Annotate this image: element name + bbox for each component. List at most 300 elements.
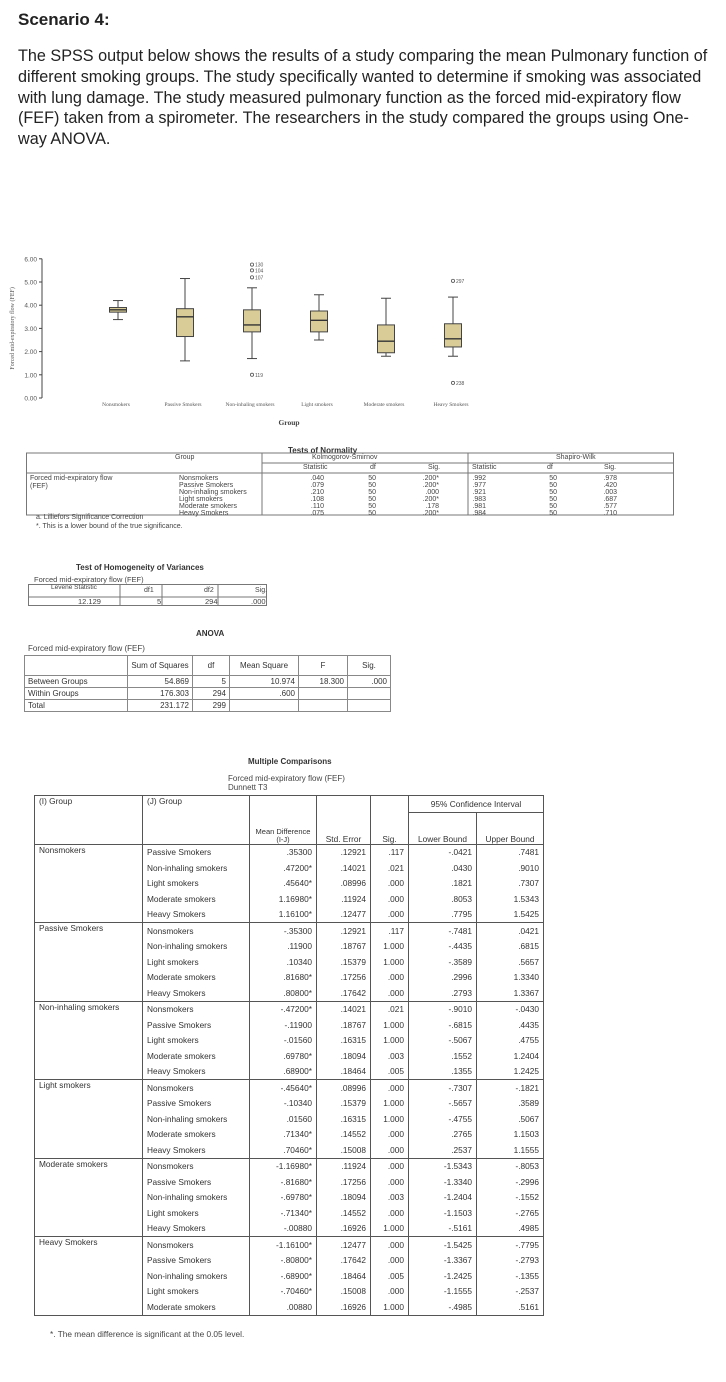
mc-lower-bound: -.4755 [409, 1111, 477, 1127]
mc-upper-bound: 1.2404 [477, 1048, 544, 1064]
mc-std-error: .16315 [317, 1033, 371, 1049]
mc-sig: 1.000 [371, 1033, 409, 1049]
normality-ks-stat: .040 [310, 475, 324, 482]
mc-j-group: Light smokers [143, 876, 250, 892]
mc-sig: 1.000 [371, 1017, 409, 1033]
scenario-intro: The SPSS output below shows the results of a study comparing the mean Pulmonary function of different smoking groups. The study specifically wanted to determine if smoking was associated with lung damage. The study measured pulmonary function as the forced mid-expiratory flow (FEF) taken from a spirometer. The researchers in the study compared the groups using One-way ANOVA. [18, 47, 708, 149]
mc-std-error: .18464 [317, 1064, 371, 1080]
normality-group: Light smokers [179, 496, 223, 503]
mc-sig: .000 [371, 1253, 409, 1269]
homogeneity-variable: Forced mid-expiratory flow (FEF) [34, 575, 144, 584]
mc-upper-bound: -.7795 [477, 1237, 544, 1253]
box-5 [445, 324, 462, 347]
mc-sig: .000 [371, 1284, 409, 1300]
y-tick-label: 3.00 [24, 325, 37, 333]
mc-std-error: .17256 [317, 970, 371, 986]
normality-sw-df: 50 [549, 475, 557, 482]
mc-upper-bound: -.8053 [477, 1158, 544, 1174]
mc-std-error: .15379 [317, 954, 371, 970]
mc-lower-bound: -1.1503 [409, 1205, 477, 1221]
mc-mean-diff: .71340* [250, 1127, 317, 1143]
normality-sw-df: 50 [549, 496, 557, 503]
mc-std-error: .12921 [317, 844, 371, 860]
normality-sw-sig: .577 [603, 503, 617, 510]
mc-mean-diff: -.80800* [250, 1253, 317, 1269]
normality-sw-sig: .687 [603, 496, 617, 503]
mc-j-group: Passive Smokers [143, 844, 250, 860]
mc-h-i: (I) Group [35, 796, 143, 813]
mc-std-error: .17256 [317, 1174, 371, 1190]
anova-h-5: Sig. [348, 656, 391, 676]
mc-mean-diff: -1.16980* [250, 1158, 317, 1174]
mc-sig: .000 [371, 1127, 409, 1143]
mc-lower-bound: -1.5343 [409, 1158, 477, 1174]
table-row [35, 1237, 544, 1253]
mc-upper-bound: -.2765 [477, 1205, 544, 1221]
mc-mean-diff: -.68900* [250, 1268, 317, 1284]
mc-std-error: .08996 [317, 1080, 371, 1096]
mc-upper-bound: 1.2425 [477, 1064, 544, 1080]
normality-col-stat-sw: Statistic [472, 464, 497, 471]
mc-sig: .000 [371, 1080, 409, 1096]
mc-lower-bound: -1.5425 [409, 1237, 477, 1253]
normality-group: Moderate smokers [179, 503, 237, 510]
mc-std-error: .17642 [317, 1253, 371, 1269]
normality-sw-sig: .710 [603, 510, 617, 517]
mc-mean-diff: -.01560 [250, 1033, 317, 1049]
mc-mean-diff: .35300 [250, 844, 317, 860]
mc-mean-diff: .11900 [250, 939, 317, 955]
mc-upper-bound: 1.5343 [477, 891, 544, 907]
mc-sig: .000 [371, 891, 409, 907]
normality-title: Tests of Normality [288, 446, 358, 455]
mc-lower-bound: .7795 [409, 907, 477, 923]
mc-mean-diff: 1.16100* [250, 907, 317, 923]
mc-upper-bound: .7481 [477, 844, 544, 860]
anova-title: ANOVA [196, 629, 225, 638]
table-row [35, 923, 544, 939]
anova-value [348, 700, 391, 712]
mc-mean-diff: .01560 [250, 1111, 317, 1127]
boxplot-chart [4, 190, 524, 430]
x-tick-label: Light smokers [301, 402, 333, 408]
anova-value: 5 [193, 676, 230, 688]
mc-sig: .000 [371, 1158, 409, 1174]
mc-j-group: Light smokers [143, 954, 250, 970]
mc-sig: 1.000 [371, 1221, 409, 1237]
mc-std-error: .14552 [317, 1205, 371, 1221]
x-tick-label: Heavy Smokers [433, 402, 469, 408]
mc-mean-diff: 1.16980* [250, 891, 317, 907]
mc-j-group: Non-inhaling smokers [143, 860, 250, 876]
mc-std-error: .15008 [317, 1284, 371, 1300]
normality-footnote-a: a. Lilliefors Significance Correction [36, 514, 144, 521]
outlier-label: 107 [255, 275, 264, 282]
mc-sig: 1.000 [371, 954, 409, 970]
mc-mean-diff: -.47200* [250, 1001, 317, 1017]
mc-j-group: Nonsmokers [143, 1001, 250, 1017]
anova-value: 18.300 [299, 676, 348, 688]
mc-lower-bound: .8053 [409, 891, 477, 907]
mc-std-error: .12477 [317, 907, 371, 923]
mc-upper-bound: .5657 [477, 954, 544, 970]
normality-sw-df: 50 [549, 503, 557, 510]
mc-mean-diff: .00880 [250, 1299, 317, 1315]
mc-std-error: .17642 [317, 985, 371, 1001]
mc-sig: .003 [371, 1190, 409, 1206]
mc-j-group: Moderate smokers [143, 970, 250, 986]
y-tick-label: 5.00 [24, 279, 37, 287]
mc-h-j: (J) Group [143, 796, 250, 813]
normality-sw-stat: .984 [472, 510, 486, 517]
mc-lower-bound: -1.3367 [409, 1253, 477, 1269]
mc-h-sig: Sig. [371, 796, 409, 845]
normality-ks-stat: .079 [310, 482, 324, 489]
normality-sw-df: 50 [549, 510, 557, 517]
mc-mean-diff: -.00880 [250, 1221, 317, 1237]
mc-mean-diff: .80800* [250, 985, 317, 1001]
homogeneity-h-levene: Levene Statistic [51, 584, 97, 591]
x-tick-label: Nonsmokers [102, 402, 130, 408]
anova-value: .000 [348, 676, 391, 688]
outlier-label: 297 [456, 278, 465, 285]
mc-j-group: Nonsmokers [143, 1237, 250, 1253]
mc-sig: .000 [371, 1174, 409, 1190]
mc-j-group: Light smokers [143, 1205, 250, 1221]
mc-lower-bound: .1355 [409, 1064, 477, 1080]
mc-lower-bound: -1.3340 [409, 1174, 477, 1190]
mc-mean-diff: -1.16100* [250, 1237, 317, 1253]
mc-lower-bound: .2765 [409, 1127, 477, 1143]
mc-j-group: Heavy Smokers [143, 1221, 250, 1237]
normality-sw-header: Shapiro-Wilk [556, 454, 596, 461]
normality-ks-sig: .178 [425, 503, 439, 510]
mc-upper-bound: -.0430 [477, 1001, 544, 1017]
scenario-title: Scenario 4: [18, 10, 110, 29]
mc-h-ci: 95% Confidence Interval [409, 796, 544, 813]
mc-i-group: Passive Smokers [35, 923, 143, 1002]
mc-std-error: .16926 [317, 1221, 371, 1237]
mc-lower-bound: -.7481 [409, 923, 477, 939]
anova-value: 294 [193, 688, 230, 700]
mc-mean-diff: .10340 [250, 954, 317, 970]
mc-mean-diff: -.70460* [250, 1284, 317, 1300]
anova-value: 299 [193, 700, 230, 712]
normality-sw-sig: .420 [603, 482, 617, 489]
mc-upper-bound: .0421 [477, 923, 544, 939]
mc-sig: .000 [371, 985, 409, 1001]
anova-h-3: Mean Square [230, 656, 299, 676]
mc-j-group: Passive Smokers [143, 1174, 250, 1190]
mc-lower-bound: -.4435 [409, 939, 477, 955]
normality-sw-stat: .921 [472, 489, 486, 496]
normality-ks-header: Kolmogorov-Smirnov [312, 454, 378, 461]
normality-sw-df: 50 [549, 482, 557, 489]
anova-h-4: F [299, 656, 348, 676]
anova-source: Between Groups [25, 676, 128, 688]
homogeneity-h-df1: df1 [144, 587, 154, 594]
mc-j-group: Passive Smokers [143, 1253, 250, 1269]
mc-j-group: Heavy Smokers [143, 1142, 250, 1158]
y-tick-label: 1.00 [24, 372, 37, 380]
mc-std-error: .11924 [317, 1158, 371, 1174]
table-row [35, 1080, 544, 1096]
normality-sw-df: 50 [549, 489, 557, 496]
mc-h-md [250, 796, 317, 845]
mc-j-group: Non-inhaling smokers [143, 939, 250, 955]
mc-j-group: Nonsmokers [143, 923, 250, 939]
normality-variable: Forced mid-expiratory flow (FEF) [30, 475, 113, 490]
mc-sig: 1.000 [371, 1299, 409, 1315]
mc-lower-bound: .1821 [409, 876, 477, 892]
box-3 [311, 311, 328, 332]
normality-ks-df: 50 [368, 475, 376, 482]
normality-sw-stat: .981 [472, 503, 486, 510]
mc-sig: .000 [371, 876, 409, 892]
multiple-subtitle2: Dunnett T3 [228, 783, 268, 792]
mc-sig: .000 [371, 1237, 409, 1253]
table-row [35, 1158, 544, 1174]
mc-j-group: Moderate smokers [143, 1299, 250, 1315]
mc-mean-diff: .68900* [250, 1064, 317, 1080]
mc-std-error: .11924 [317, 891, 371, 907]
normality-ks-sig: .200* [422, 496, 439, 503]
anova-value [299, 688, 348, 700]
anova-value: 176.303 [128, 688, 193, 700]
normality-ks-df: 50 [368, 510, 376, 517]
outlier-point [451, 279, 454, 282]
mc-lower-bound: -1.2404 [409, 1190, 477, 1206]
normality-footnote-star: *. This is a lower bound of the true significance. [36, 523, 183, 530]
outlier-label: 119 [255, 372, 263, 379]
mc-upper-bound: -.2996 [477, 1174, 544, 1190]
anova-h-1: Sum of Squares [128, 656, 193, 676]
mc-std-error: .14021 [317, 1001, 371, 1017]
anova-value: 54.869 [128, 676, 193, 688]
normality-col-df: df [370, 464, 376, 471]
normality-ks-df: 50 [368, 489, 376, 496]
mc-upper-bound: .5067 [477, 1111, 544, 1127]
normality-ks-stat: .110 [310, 503, 324, 510]
y-tick-label: 4.00 [24, 302, 37, 310]
mc-lower-bound: .1552 [409, 1048, 477, 1064]
mc-std-error: .08996 [317, 876, 371, 892]
outlier-point [250, 263, 253, 266]
mc-mean-diff: .47200* [250, 860, 317, 876]
mc-lower-bound: -.9010 [409, 1001, 477, 1017]
outlier-point [250, 373, 253, 376]
mc-mean-diff: -.45640* [250, 1080, 317, 1096]
homogeneity-title: Test of Homogeneity of Variances [76, 563, 204, 572]
mc-std-error: .14021 [317, 860, 371, 876]
mc-lower-bound: -.7307 [409, 1080, 477, 1096]
normality-group: Nonsmokers [179, 475, 219, 482]
mc-sig: 1.000 [371, 1096, 409, 1112]
mc-lower-bound: .2996 [409, 970, 477, 986]
mc-i-group: Light smokers [35, 1080, 143, 1159]
mc-upper-bound: 1.1503 [477, 1127, 544, 1143]
mc-j-group: Light smokers [143, 1033, 250, 1049]
homogeneity-h-sig: Sig. [255, 587, 268, 594]
multiple-comparisons-table [34, 795, 544, 1316]
mc-j-group: Moderate smokers [143, 891, 250, 907]
x-axis-label: Group [278, 418, 300, 427]
mc-j-group: Moderate smokers [143, 1127, 250, 1143]
normality-sw-stat: .977 [472, 482, 486, 489]
mc-mean-diff: -.10340 [250, 1096, 317, 1112]
multiple-subtitle1: Forced mid-expiratory flow (FEF) [228, 774, 345, 783]
anova-h-2: df [193, 656, 230, 676]
mc-upper-bound: -.2537 [477, 1284, 544, 1300]
mc-h-lb: Lower Bound [409, 812, 477, 844]
y-tick-label: 2.00 [24, 349, 37, 357]
mc-lower-bound: -.3589 [409, 954, 477, 970]
mc-lower-bound: -.6815 [409, 1017, 477, 1033]
normality-sw-sig: .978 [603, 475, 617, 482]
anova-row [25, 688, 391, 700]
anova-value: 231.172 [128, 700, 193, 712]
x-tick-label: Moderate smokers [363, 402, 405, 408]
mc-i-group: Nonsmokers [35, 844, 143, 923]
mc-mean-diff: -.35300 [250, 923, 317, 939]
mc-upper-bound: .9010 [477, 860, 544, 876]
mc-j-group: Heavy Smokers [143, 985, 250, 1001]
mc-mean-diff: -.71340* [250, 1205, 317, 1221]
mc-h-blank-i [35, 812, 143, 844]
normality-ks-sig: .200* [422, 510, 439, 517]
y-axis-label: Forced mid-expiratory flow (FEF) [10, 287, 16, 370]
x-tick-label: Non-inhaling smokers [225, 402, 275, 408]
normality-ks-sig: .200* [422, 482, 439, 489]
homogeneity-df1: 5 [157, 597, 162, 606]
mc-j-group: Heavy Smokers [143, 907, 250, 923]
mc-j-group: Passive Smokers [143, 1017, 250, 1033]
mc-i-group: Heavy Smokers [35, 1237, 143, 1316]
mc-sig: .021 [371, 1001, 409, 1017]
outlier-point [451, 381, 454, 384]
outlier-label: 238 [456, 380, 465, 387]
mc-h-ub: Upper Bound [477, 812, 544, 844]
multiple-title: Multiple Comparisons [248, 757, 332, 766]
mc-lower-bound: -.5161 [409, 1221, 477, 1237]
mc-sig: .117 [371, 923, 409, 939]
normality-ks-sig: .200* [422, 475, 439, 482]
normality-ks-sig: .000 [425, 489, 439, 496]
y-tick-label: 6.00 [24, 256, 37, 264]
mc-std-error: .12477 [317, 1237, 371, 1253]
mc-lower-bound: .2537 [409, 1142, 477, 1158]
mc-lower-bound: -.0421 [409, 844, 477, 860]
mc-upper-bound: .5161 [477, 1299, 544, 1315]
mc-j-group: Non-inhaling smokers [143, 1111, 250, 1127]
normality-col-df-sw: df [547, 464, 553, 471]
anova-h-0 [25, 656, 128, 676]
mc-upper-bound: .7307 [477, 876, 544, 892]
normality-ks-df: 50 [368, 482, 376, 489]
mc-lower-bound: -.5067 [409, 1033, 477, 1049]
mc-sig: .000 [371, 1205, 409, 1221]
mc-lower-bound: -1.2425 [409, 1268, 477, 1284]
mc-upper-bound: -.1355 [477, 1268, 544, 1284]
normality-sw-sig: .003 [603, 489, 617, 496]
normality-ks-df: 50 [368, 496, 376, 503]
anova-value [299, 700, 348, 712]
mc-upper-bound: .4435 [477, 1017, 544, 1033]
outlier-label: 130 [255, 262, 264, 269]
mc-sig: .117 [371, 844, 409, 860]
mc-sig: .000 [371, 1142, 409, 1158]
mc-lower-bound: -.5657 [409, 1096, 477, 1112]
mc-sig: .021 [371, 860, 409, 876]
anova-value [230, 700, 299, 712]
box-1 [177, 309, 194, 337]
anova-row [25, 676, 391, 688]
normality-group: Heavy Smokers [179, 510, 229, 517]
homogeneity-sig: .000 [251, 597, 266, 606]
table-row [35, 1001, 544, 1017]
mc-upper-bound: .4755 [477, 1033, 544, 1049]
mc-lower-bound: -.4985 [409, 1299, 477, 1315]
mc-upper-bound: 1.3340 [477, 970, 544, 986]
mc-sig: 1.000 [371, 939, 409, 955]
table-row [35, 844, 544, 860]
x-tick-label: Passive Smokers [164, 402, 202, 408]
mc-sig: .005 [371, 1268, 409, 1284]
mc-mean-diff: .45640* [250, 876, 317, 892]
mc-j-group: Light smokers [143, 1284, 250, 1300]
mc-sig: .003 [371, 1048, 409, 1064]
normality-ks-stat: .075 [310, 510, 324, 517]
box-4 [378, 325, 395, 353]
mc-j-group: Passive Smokers [143, 1096, 250, 1112]
mc-j-group: Heavy Smokers [143, 1064, 250, 1080]
mc-std-error: .18464 [317, 1268, 371, 1284]
mc-lower-bound: .2793 [409, 985, 477, 1001]
mc-sig: 1.000 [371, 1111, 409, 1127]
anova-value: .600 [230, 688, 299, 700]
normality-col-sig-sw: Sig. [604, 464, 617, 471]
mc-std-error: .16315 [317, 1111, 371, 1127]
mc-std-error: .16926 [317, 1299, 371, 1315]
mc-j-group: Nonsmokers [143, 1080, 250, 1096]
anova-variable: Forced mid-expiratory flow (FEF) [28, 644, 145, 653]
mc-upper-bound: .6815 [477, 939, 544, 955]
mc-i-group: Moderate smokers [35, 1158, 143, 1237]
normality-ks-stat: .210 [310, 489, 324, 496]
box-2 [244, 310, 261, 332]
homogeneity-df2: 294 [205, 597, 218, 606]
mc-h-md-text: Mean Difference (I-J) [255, 826, 311, 844]
normality-sw-stat: .983 [472, 496, 486, 503]
outlier-point [250, 276, 253, 279]
mc-lower-bound: .0430 [409, 860, 477, 876]
mc-mean-diff: -.81680* [250, 1174, 317, 1190]
mc-upper-bound: 1.3367 [477, 985, 544, 1001]
mc-lower-bound: -1.1555 [409, 1284, 477, 1300]
mc-sig: .005 [371, 1064, 409, 1080]
mc-mean-diff: .81680* [250, 970, 317, 986]
mc-std-error: .15008 [317, 1142, 371, 1158]
mc-std-error: .18767 [317, 939, 371, 955]
mc-i-group: Non-inhaling smokers [35, 1001, 143, 1080]
mc-h-se: Std. Error [317, 796, 371, 845]
mc-std-error: .15379 [317, 1096, 371, 1112]
multiple-footnote: *. The mean difference is significant at the 0.05 level. [50, 1329, 245, 1339]
outlier-label: 104 [255, 268, 264, 275]
mc-upper-bound: -.2793 [477, 1253, 544, 1269]
mc-mean-diff: -.11900 [250, 1017, 317, 1033]
homogeneity-h-df2: df2 [204, 587, 214, 594]
